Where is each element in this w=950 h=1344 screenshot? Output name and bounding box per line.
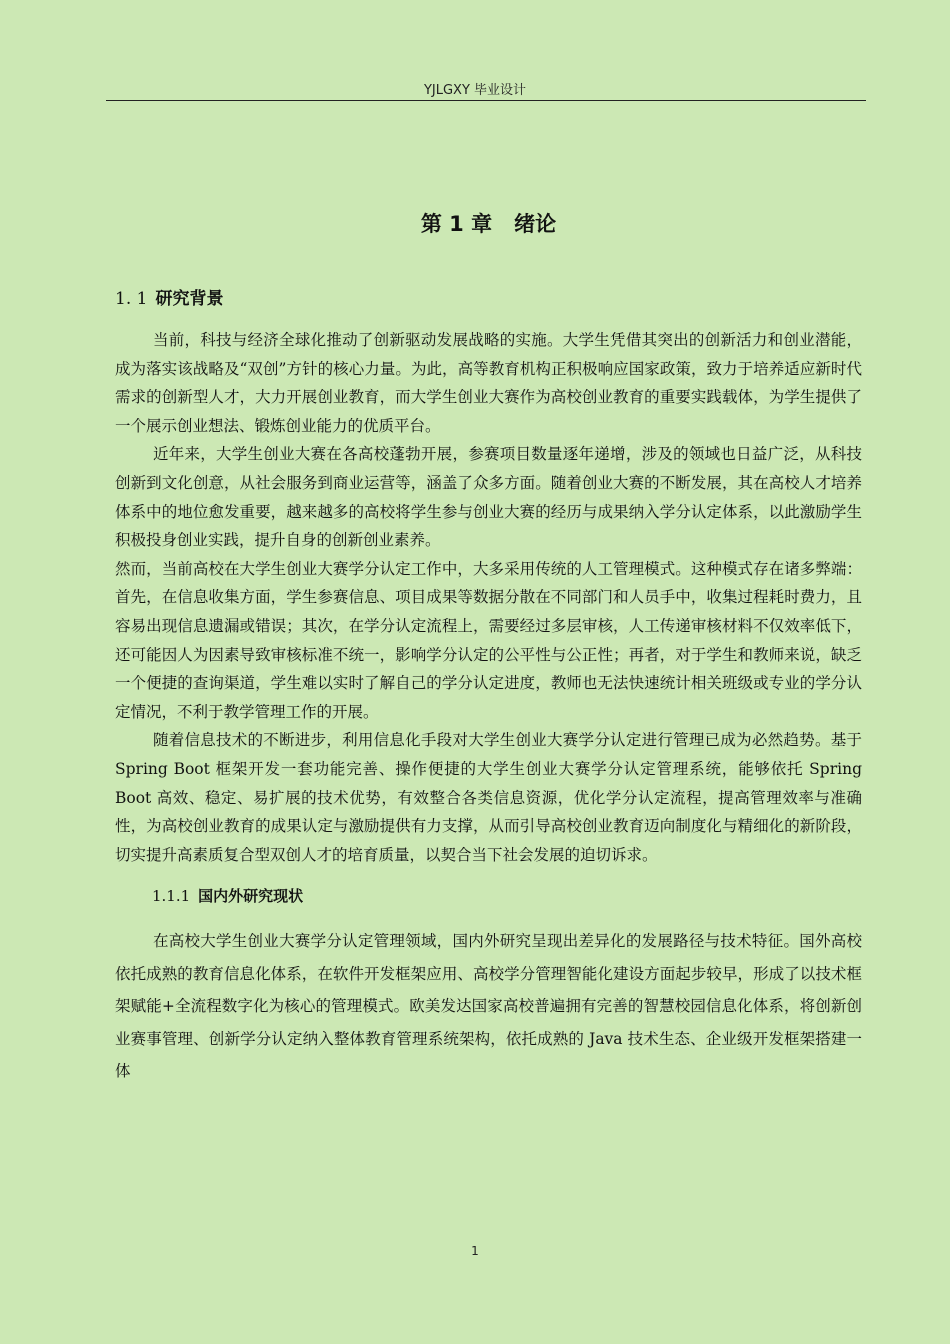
paragraph: 当前，科技与经济全球化推动了创新驱动发展战略的实施。大学生凭借其突出的创新活力和创业潜能，成为落实该战略及“双创”方针的核心力量。为此，高等教育机构正积极响应国家政策，致力于培养适应新时代需求的创新型人才，大力开展创业教育，而大学生创业大赛作为高校创业教育的重要实践载体，为学生提供了一个展示创业想法、锻炼创业能力的优质平台。 bbox=[115, 331, 862, 435]
section-number: 1. 1 bbox=[115, 289, 148, 309]
paragraph: 近年来，大学生创业大赛在各高校蓬勃开展，参赛项目数量逐年递增，涉及的领域也日益广泛，从科技创新到文化创意，从社会服务到商业运营等，涵盖了众多方面。随着创业大赛的不断发展，其在高校人才培养体系中的地位愈发重要，越来越多的高校将学生参与创业大赛的经历与成果纳入学分认定体系，以此激励学生积极投身创业实践，提升自身的创新创业素养。 bbox=[115, 445, 862, 550]
chapter-name: 绪论 bbox=[514, 212, 557, 236]
chapter-number: 第 1 章 bbox=[420, 212, 493, 236]
section-heading bbox=[115, 284, 862, 314]
paragraph: 在高校大学生创业大赛学分认定管理领域，国内外研究呈现出差异化的发展路径与技术特征。国外高校依托成熟的教育信息化体系，在软件开发框架应用、高校学分管理智能化建设方面起步较早，形成了以技术框架赋能+全流程数字化为核心的管理模式。欧美发达国家高校普遍拥有完善的智慧校园信息化体系，将创新创业赛事管理、创新学分认定纳入整体教育管理系统架构，依托成熟的 Java 技术生态、企业级开发框架搭建一体 bbox=[115, 932, 862, 1081]
paragraph: 随着信息技术的不断进步，利用信息化手段对大学生创业大赛学分认定进行管理已成为必然趋势。基于 Spring Boot 框架开发一套功能完善、操作便捷的大学生创业大赛学分认定管理系统，能够依托 Spring Boot 高效、稳定、易扩展的技术优势，有效整合各类信息资源，优化学分认定流程，提高管理效率与准确性，为高校创业教育的成果认定与激励提供有力支撑，从而引导高校创业教育迈向制度化与精细化的新阶段，切实提升高素质复合型双创人才的培育质量，以契合当下社会发展的迫切诉求。 bbox=[115, 731, 862, 864]
header-rule bbox=[106, 100, 866, 101]
running-header: YJLGXY 毕业设计 bbox=[423, 83, 527, 98]
subsection-heading bbox=[152, 881, 862, 911]
section-title: 研究背景 bbox=[155, 289, 224, 309]
subsection-number: 1.1.1 bbox=[152, 887, 191, 906]
page-content bbox=[115, 205, 862, 1088]
page-number: 1 bbox=[471, 1244, 479, 1258]
chapter-title bbox=[115, 205, 862, 243]
subsection-title: 国内外研究现状 bbox=[198, 887, 304, 906]
paragraph: 然而，当前高校在大学生创业大赛学分认定工作中，大多采用传统的人工管理模式。这种模式存在诸多弊端：首先，在信息收集方面，学生参赛信息、项目成果等数据分散在不同部门和人员手中，收集过程耗时费力，且容易出现信息遗漏或错误；其次，在学分认定流程上，需要经过多层审核，人工传递审核材料不仅效率低下，还可能因人为因素导致审核标准不统一，影响学分认定的公平性与公正性；再者，对于学生和教师来说，缺乏一个便捷的查询渠道，学生难以实时了解自己的学分认定进度，教师也无法快速统计相关班级或专业的学分认定情况，不利于教学管理工作的开展。 bbox=[115, 559, 862, 721]
